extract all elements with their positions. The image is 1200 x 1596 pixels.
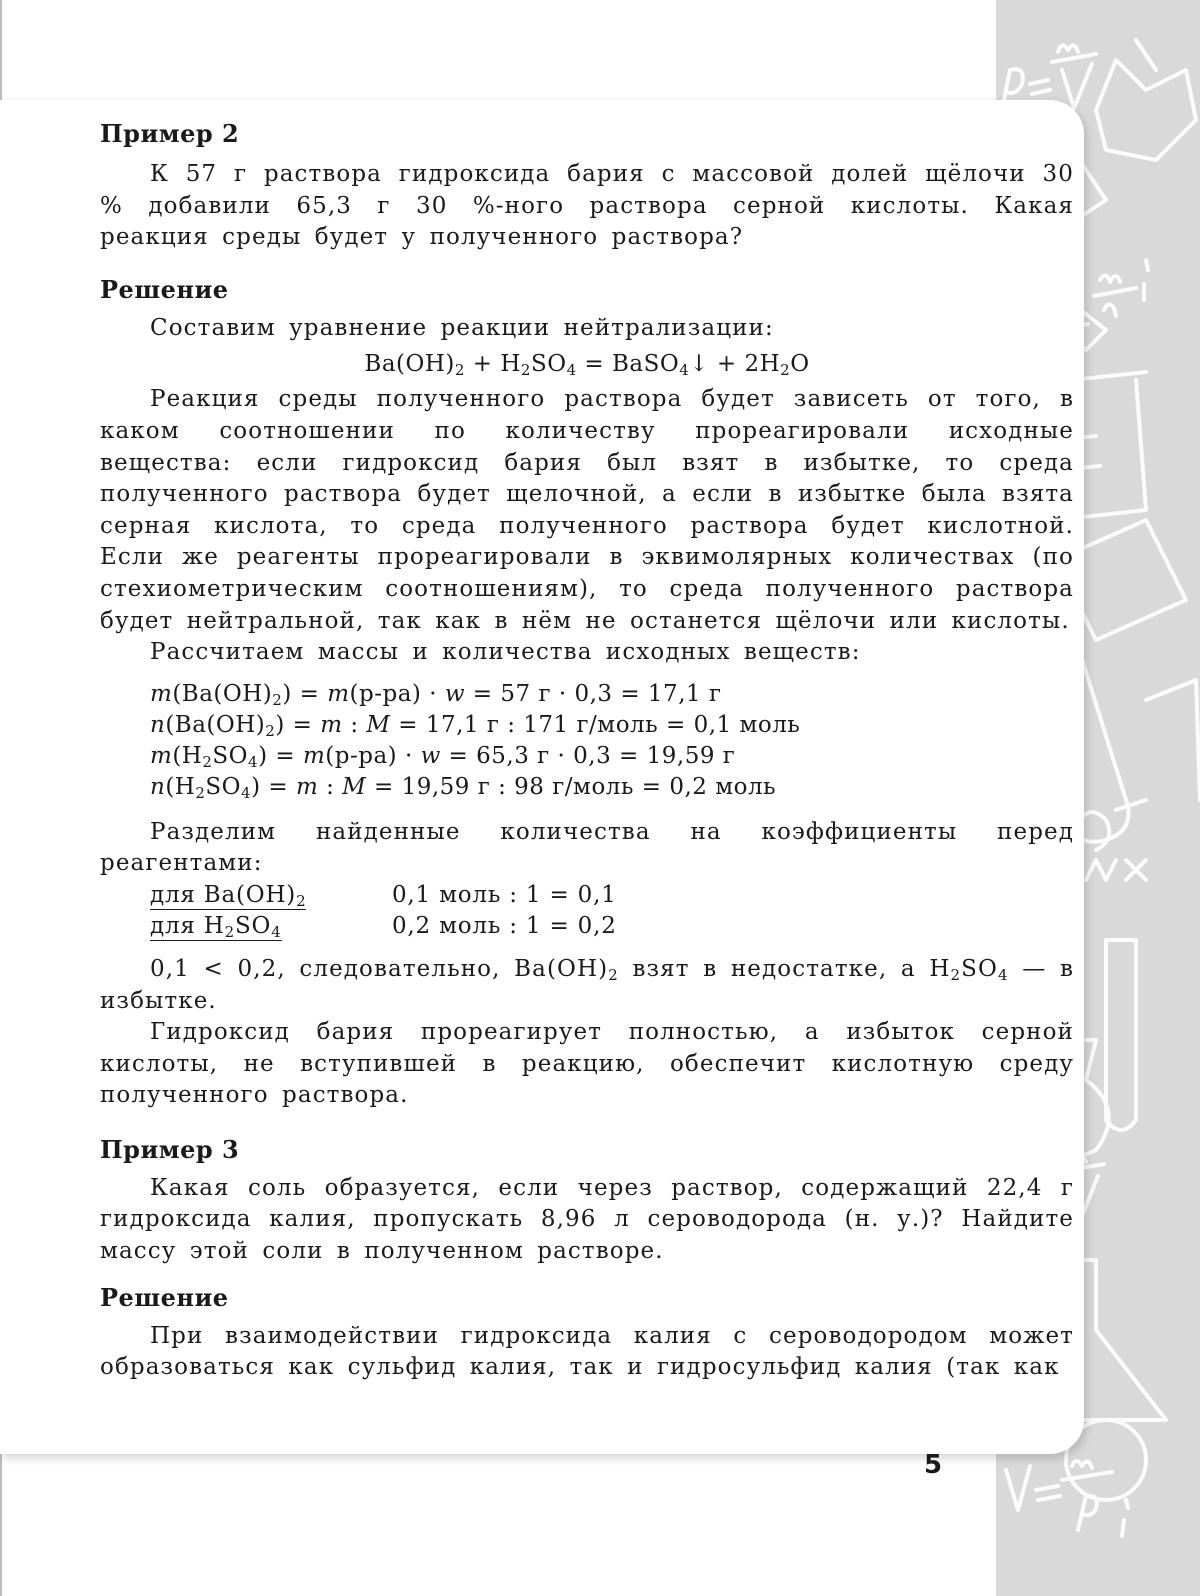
- page-content: [100, 118, 1074, 1384]
- example-2-intro-paragraph: Составим уравнение реакции нейтрализации:: [150, 314, 774, 341]
- formula-amount-baoh2: $n(Ba(OH)_2) = m$ : M = 17,1 г : 171 г/моль = 0,1 моль: [150, 711, 801, 740]
- example-2-calc-intro: Рассчитаем массы и количества исходных веществ:: [150, 639, 861, 666]
- example-2-comparison-paragraph: 0,1 < 0,2, следовательно, $Ba(OH)_2$ взят в недостатке, а $H_2SO_4$ — в избытке.: [100, 955, 1074, 1014]
- neutralization-equation: $Ba(OH)_2 + H_2SO_4$ = BaSO$_4$↓ + $2H_2O$: [364, 351, 810, 380]
- page-number: 5: [924, 1450, 943, 1480]
- example-2-reasoning-paragraph: Реакция среды полученного раствора будет зависеть от того, в каком соотношении по количеству прореагировали исходные вещества: если гидроксид бария был взят в избытке, то среда полученного раствора будет щелочной, а если в избытке была взята серная кислота, то среда полученного раствора будет кислотной. Если же реагенты прореагировали в эквимолярных количествах (по стехиометрическим соотношениям), то среда полученного раствора будет нейтральной, так как в нём не останется щёлочи или кислоты.: [100, 386, 1074, 634]
- example-3-solution-paragraph: При взаимодействии гидроксида калия с сероводородом может образоваться как сульфид калия, так и гидросульфид калия (так как: [100, 1322, 1074, 1381]
- formula-mass-h2so4: $m(H_2SO_4) = m(р-ра) \cdot w = 65,3$ г · 0,3 = 19,59 г: [150, 742, 736, 771]
- coefficients-table: [100, 880, 1074, 942]
- example-2-problem: К 57 г раствора гидроксида бария с массовой долей щёлочи 30 % добавили 65,3 г 30 %-ного раствора серной кислоты. Какая реакция среды будет у полученного раствора?: [100, 161, 1074, 251]
- example-2-solution-heading: Решение: [100, 274, 229, 304]
- table-row: для $Ba(OH)_2$ 0,1 моль : 1 = 0,1: [150, 881, 617, 910]
- example-3-solution-heading: Решение: [100, 1282, 229, 1312]
- example-2-divide-paragraph: Разделим найденные количества на коэффициенты перед реагентами:: [100, 818, 1074, 877]
- table-row: для $H_2SO_4$ 0,2 моль : 1 = 0,2: [150, 912, 617, 941]
- example-2-conclusion-paragraph: Гидроксид бария прореагирует полностью, а избыток серной кислоты, не вступившей в реакцию, обеспечит кислотную среду полученного раствора.: [100, 1019, 1074, 1109]
- example-2-heading: Пример 2: [100, 119, 240, 148]
- example-3-heading: Пример 3: [100, 1134, 240, 1164]
- formula-mass-baoh2: $m(Ba(OH)_2) = m(р-ра) \cdot w = 57$ г · 0,3 = 17,1 г: [150, 680, 722, 709]
- formula-amount-h2so4: $n(H_2SO_4) = m$ : M = 19,59 г : 98 г/моль = 0,2 моль: [150, 773, 777, 802]
- example-3-problem: Какая соль образуется, если через раствор, содержащий 22,4 г гидроксида калия, пропускать 8,96 л сероводорода (н. у.)? Найдите массу этой соли в полученном растворе.: [100, 1174, 1074, 1265]
